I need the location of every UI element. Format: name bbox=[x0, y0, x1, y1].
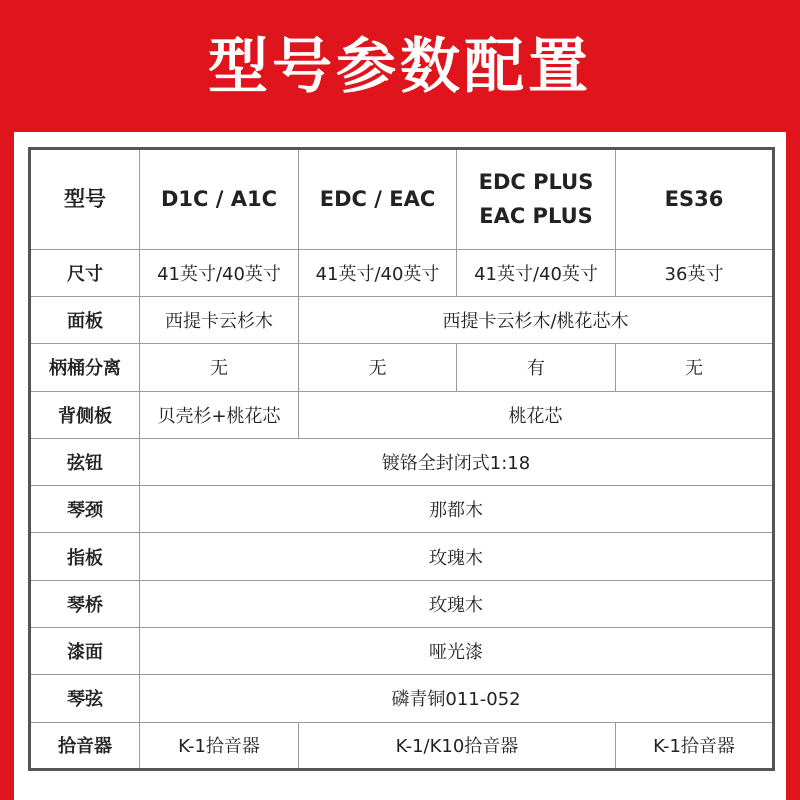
header-label-model: 型号 bbox=[30, 149, 140, 250]
row-label: 弦钮 bbox=[30, 438, 140, 485]
header-model-edc-plus: EDC PLUS bbox=[478, 170, 594, 195]
table-row-size bbox=[30, 249, 774, 296]
cell: 41英寸/40英寸 bbox=[140, 249, 299, 296]
row-label: 尺寸 bbox=[30, 249, 140, 296]
table-row-back-sides bbox=[30, 391, 774, 438]
cell: K-1拾音器 bbox=[616, 722, 774, 769]
header-model-d1c-a1c: D1C / A1C bbox=[140, 149, 299, 250]
table-row-top bbox=[30, 296, 774, 343]
cell: 西提卡云杉木 bbox=[140, 296, 299, 343]
cell: 桃花芯 bbox=[299, 391, 774, 438]
row-label: 背侧板 bbox=[30, 391, 140, 438]
spec-table bbox=[28, 147, 775, 771]
cell: K-1拾音器 bbox=[140, 722, 299, 769]
cell: 那都木 bbox=[140, 486, 774, 533]
cell: 有 bbox=[457, 344, 616, 391]
page-title: 型号参数配置 bbox=[208, 32, 592, 102]
table-row-neck bbox=[30, 486, 774, 533]
row-label: 拾音器 bbox=[30, 722, 140, 769]
row-label: 柄桶分离 bbox=[30, 344, 140, 391]
cell: 镀铬全封闭式1:18 bbox=[140, 438, 774, 485]
table-row-strings bbox=[30, 675, 774, 722]
cell: K-1/K10拾音器 bbox=[299, 722, 616, 769]
cell: 西提卡云杉木/桃花芯木 bbox=[299, 296, 774, 343]
table-row-tuners bbox=[30, 438, 774, 485]
cell: 41英寸/40英寸 bbox=[299, 249, 457, 296]
table-header-row bbox=[30, 149, 774, 250]
table-row-pickup bbox=[30, 722, 774, 769]
cell: 玫瑰木 bbox=[140, 580, 774, 627]
cell: 36英寸 bbox=[616, 249, 774, 296]
table-row-fingerboard bbox=[30, 533, 774, 580]
table-row-neck-separation bbox=[30, 344, 774, 391]
row-label: 琴弦 bbox=[30, 675, 140, 722]
header-model-plus bbox=[457, 149, 616, 250]
cell: 无 bbox=[299, 344, 457, 391]
cell: 无 bbox=[616, 344, 774, 391]
row-label: 指板 bbox=[30, 533, 140, 580]
row-label: 琴桥 bbox=[30, 580, 140, 627]
table-row-bridge bbox=[30, 580, 774, 627]
cell: 41英寸/40英寸 bbox=[457, 249, 616, 296]
row-label: 漆面 bbox=[30, 628, 140, 675]
header-model-edc-eac: EDC / EAC bbox=[299, 149, 457, 250]
cell: 玫瑰木 bbox=[140, 533, 774, 580]
cell: 贝壳杉+桃花芯 bbox=[140, 391, 299, 438]
cell: 无 bbox=[140, 344, 299, 391]
cell: 磷青铜011-052 bbox=[140, 675, 774, 722]
table-row-finish bbox=[30, 628, 774, 675]
cell: 哑光漆 bbox=[140, 628, 774, 675]
header-model-eac-plus: EAC PLUS bbox=[479, 204, 593, 229]
row-label: 面板 bbox=[30, 296, 140, 343]
row-label: 琴颈 bbox=[30, 486, 140, 533]
header-model-es36: ES36 bbox=[616, 149, 774, 250]
